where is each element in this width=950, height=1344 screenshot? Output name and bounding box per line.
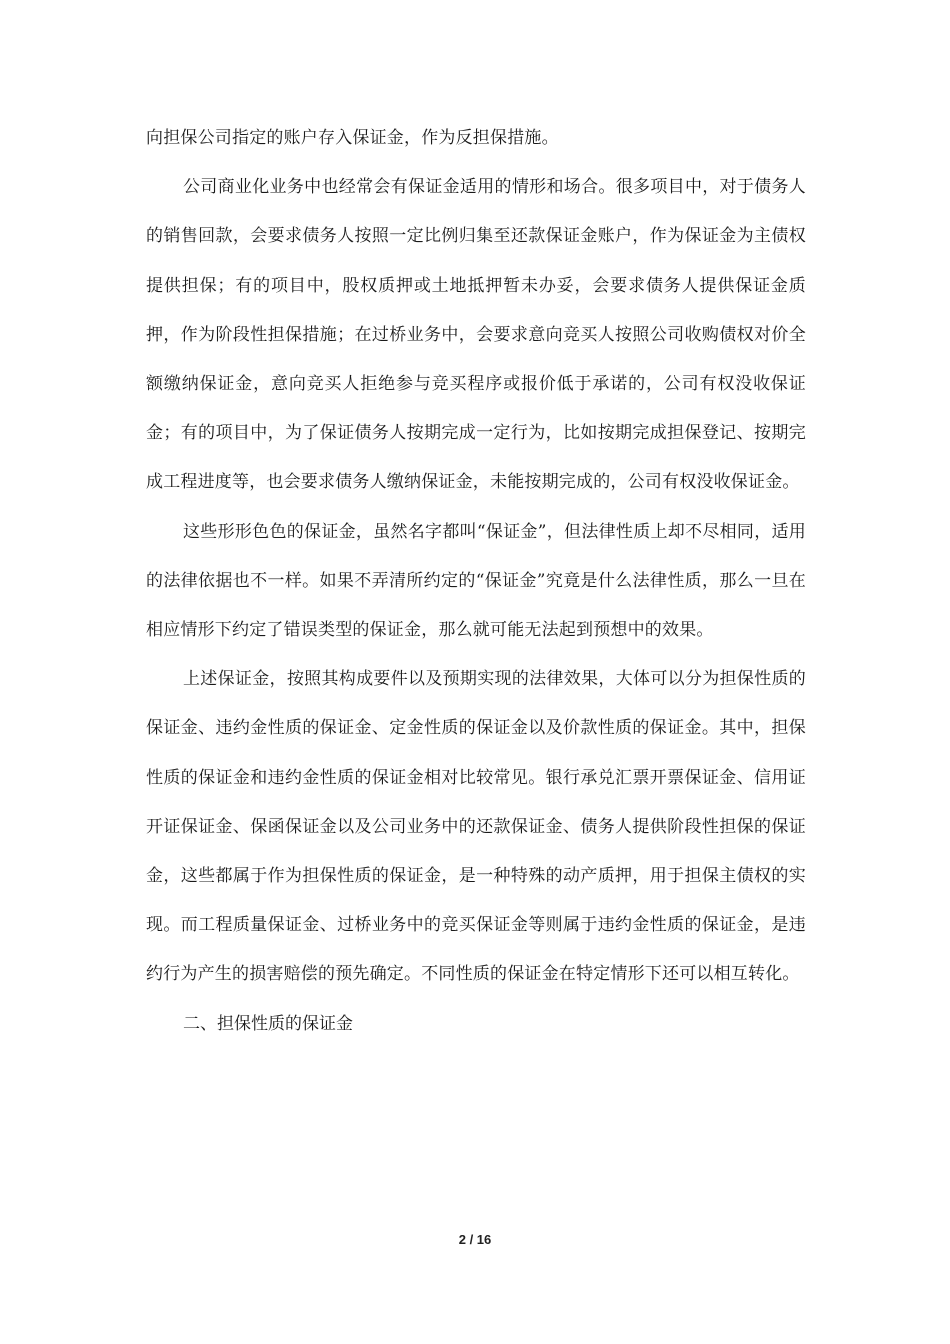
paragraph-continuation: 向担保公司指定的账户存入保证金，作为反担保措施。 — [146, 128, 559, 148]
document-body — [146, 114, 806, 1049]
page-number: 2 / 16 — [458, 1232, 492, 1247]
paragraph-classification: 上述保证金，按照其构成要件以及预期实现的法律效果，大体可以分为担保性质的保证金、违约金性质的保证金、定金性质的保证金以及价款性质的保证金。其中，担保性质的保证金和违约金性质的保证金相对比较常见。银行承兑汇票开票保证金、信用证开证保证金、保函保证金以及公司业务中的还款保证金、债务人提供阶段性担保的保证金，这些都属于作为担保性质的保证金，是一种特殊的动产质押，用于担保主债权的实现。而工程质量保证金、过桥业务中的竞买保证金等则属于违约金性质的保证金，是违约行为产生的损害赔偿的预先确定。不同性质的保证金在特定情形下还可以相互转化。 — [146, 669, 806, 985]
section-heading: 二、担保性质的保证金 — [183, 1013, 353, 1034]
paragraph-business-scenarios: 公司商业化业务中也经常会有保证金适用的情形和场合。很多项目中，对于债务人的销售回款，会要求债务人按照一定比例归集至还款保证金账户，作为保证金为主债权提供担保；有的项目中，股权质押或土地抵押暂未办妥，会要求债务人提供保证金质押，作为阶段性担保措施；在过桥业务中，会要求意向竞买人按照公司收购债权对价全额缴纳保证金，意向竞买人拒绝参与竞买程序或报价低于承诺的，公司有权没收保证金；有的项目中，为了保证债务人按期完成一定行为，比如按期完成担保登记、按期完成工程进度等，也会要求债务人缴纳保证金，未能按期完成的，公司有权没收保证金。 — [146, 177, 806, 493]
paragraph-legal-nature: 这些形形色色的保证金，虽然名字都叫“保证金”，但法律性质上却不尽相同，适用的法律依据也不一样。如果不弄清所约定的“保证金”究竟是什么法律性质，那么一旦在相应情形下约定了错误类型的保证金，那么就可能无法起到预想中的效果。 — [146, 521, 806, 641]
